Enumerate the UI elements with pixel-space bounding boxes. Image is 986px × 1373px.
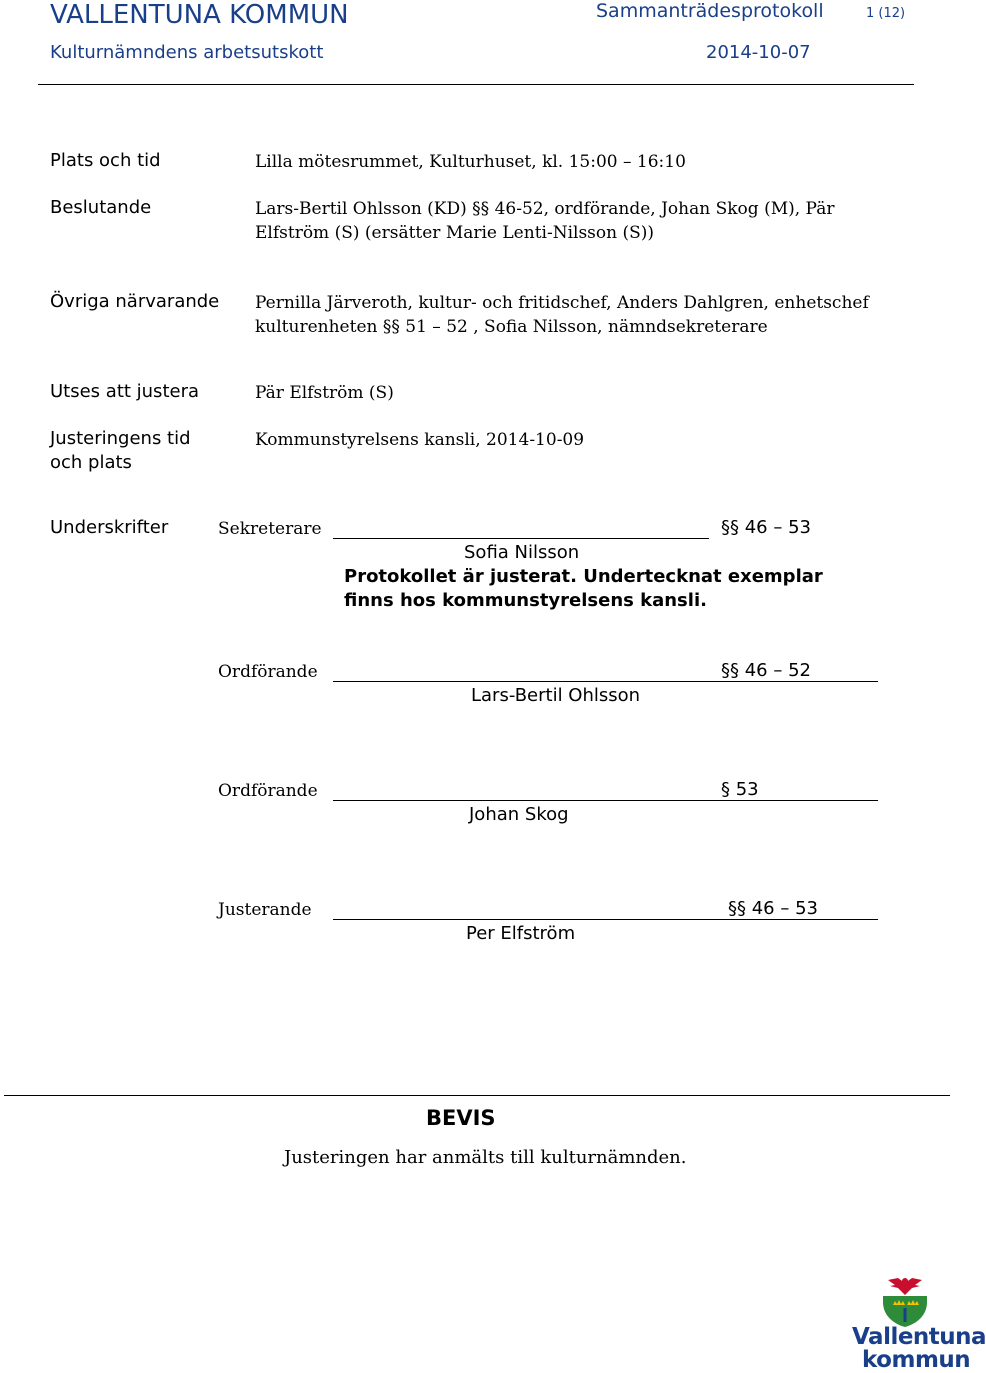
ordforande1-role: Ordförande: [218, 662, 318, 682]
logo-line2: kommun: [862, 1347, 971, 1373]
plats-value: Lilla mötesrummet, Kulturhuset, kl. 15:00 – 16:10: [255, 152, 686, 172]
ordforande2-name: Johan Skog: [469, 804, 569, 825]
plats-label: Plats och tid: [50, 150, 161, 171]
ordforande1-name: Lars-Bertil Ohlsson: [471, 685, 641, 706]
justering-label-line2: och plats: [50, 452, 132, 473]
beslutande-label: Beslutande: [50, 197, 152, 218]
justerande-role: Justerande: [218, 900, 312, 920]
justering-label-line1: Justeringens tid: [50, 428, 191, 449]
header-rule: [38, 84, 914, 85]
ordforande2-sections: § 53: [721, 779, 759, 800]
sekreterare-name: Sofia Nilsson: [464, 542, 580, 563]
sekreterare-role: Sekreterare: [218, 519, 322, 539]
sekreterare-sections: §§ 46 – 53: [721, 517, 811, 538]
ordforande2-role: Ordförande: [218, 781, 318, 801]
utses-label: Utses att justera: [50, 381, 200, 402]
justering-value: Kommunstyrelsens kansli, 2014-10-09: [255, 430, 585, 450]
ovriga-line1: Pernilla Järveroth, kultur- och fritidschef, Anders Dahlgren, enhetschef: [255, 293, 869, 313]
ovriga-label: Övriga närvarande: [50, 291, 220, 312]
justerat-note-line1: Protokollet är justerat. Undertecknat exemplar: [344, 566, 823, 587]
page-number: 1 (12): [866, 6, 906, 21]
bevis-title: BEVIS: [426, 1106, 496, 1130]
underskrifter-label: Underskrifter: [50, 517, 169, 538]
beslutande-line1: Lars-Bertil Ohlsson (KD) §§ 46-52, ordförande, Johan Skog (M), Pär: [255, 199, 835, 219]
ordforande2-signature-line[interactable]: [333, 800, 878, 801]
sekreterare-signature-line[interactable]: [333, 538, 709, 539]
meeting-date: 2014-10-07: [706, 42, 811, 63]
beslutande-line2: Elfström (S) (ersätter Marie Lenti-Nilsson (S)): [255, 223, 655, 243]
doc-type: Sammanträdesprotokoll: [596, 0, 824, 22]
justerande-signature-line[interactable]: [333, 919, 878, 920]
ovriga-line2: kulturenheten §§ 51 – 52 , Sofia Nilsson, nämndsekreterare: [255, 317, 768, 337]
committee-name: Kulturnämndens arbetsutskott: [50, 42, 324, 63]
org-name: VALLENTUNA KOMMUN: [50, 0, 349, 30]
logo-line1: Vallentuna: [852, 1324, 986, 1350]
bevis-rule: [4, 1095, 950, 1096]
justerande-sections: §§ 46 – 53: [728, 898, 818, 919]
bevis-text: Justeringen har anmälts till kulturnämnden.: [284, 1147, 687, 1168]
justerande-name: Per Elfström: [466, 923, 576, 944]
justerat-note-line2: finns hos kommunstyrelsens kansli.: [344, 590, 707, 611]
ordforande1-sections: §§ 46 – 52: [721, 660, 811, 681]
ordforande1-signature-line[interactable]: [333, 681, 878, 682]
utses-value: Pär Elfström (S): [255, 383, 394, 403]
